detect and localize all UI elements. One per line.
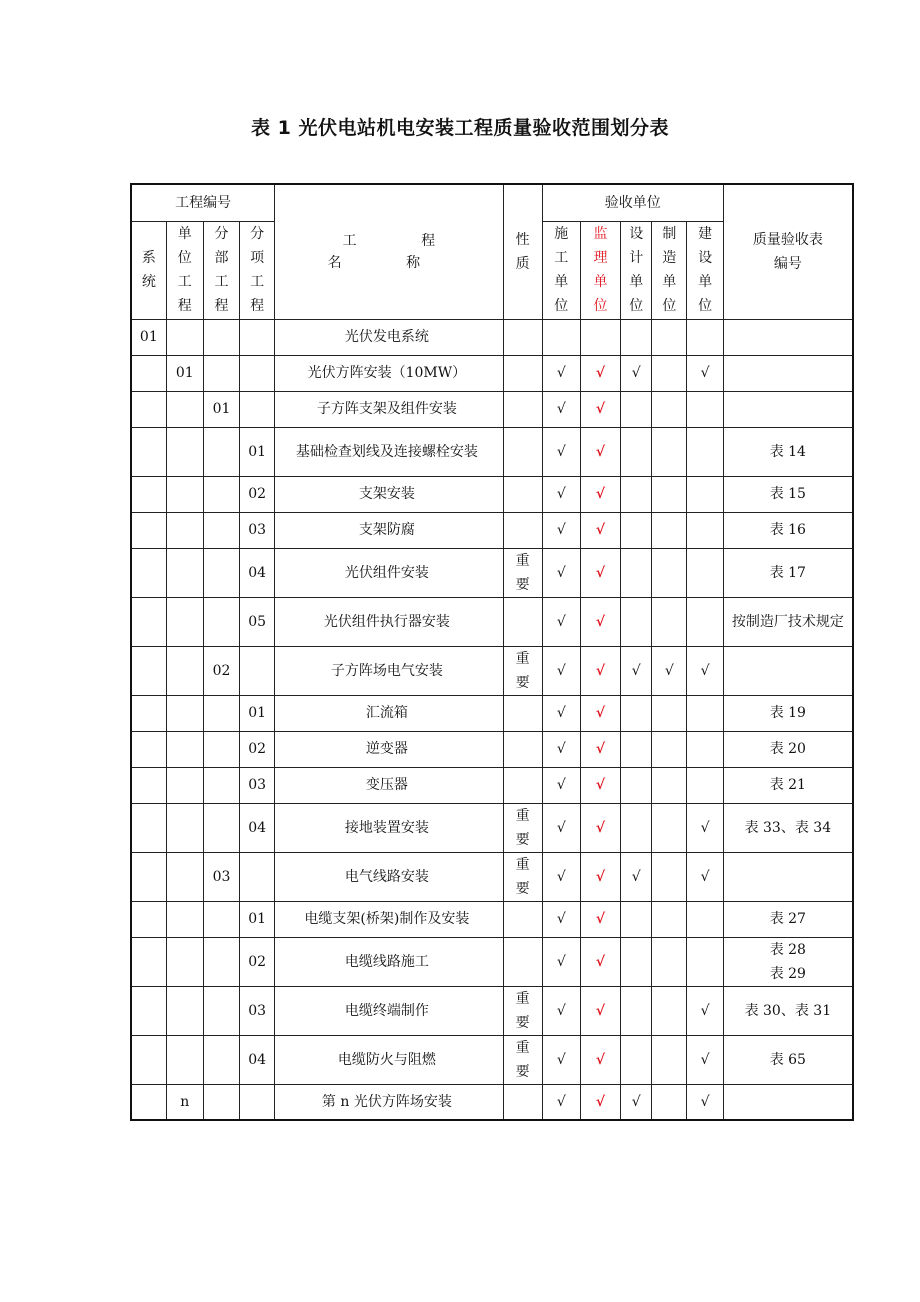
cell-system [131,901,166,937]
cell-division [203,512,239,548]
check-construction: √ [542,901,580,937]
cell-form-no: 表 21 [723,767,853,803]
check-owner [687,512,723,548]
cell-unit [166,986,203,1035]
check-design [621,695,652,731]
check-construction: √ [542,937,580,986]
cell-nature [503,391,542,427]
cell-form-no: 表 20 [723,731,853,767]
cell-division [203,731,239,767]
cell-item: 04 [240,1035,275,1084]
cell-unit [166,901,203,937]
cell-unit [166,427,203,476]
table-row [131,548,853,597]
cell-division [203,986,239,1035]
cell-division [203,319,239,355]
table-row [131,427,853,476]
cell-nature [503,767,542,803]
cell-item [240,1084,275,1120]
cell-name: 光伏发电系统 [275,319,503,355]
cell-item [240,319,275,355]
cell-form-no: 表 33、表 34 [723,803,853,852]
cell-system: 01 [131,319,166,355]
cell-system [131,427,166,476]
cell-system [131,937,166,986]
cell-form-no: 表 19 [723,695,853,731]
cell-nature [503,597,542,646]
cell-name: 变压器 [275,767,503,803]
cell-nature [503,901,542,937]
cell-form-no: 表 15 [723,476,853,512]
check-owner [687,597,723,646]
check-supervision: √ [580,937,620,986]
cell-name: 电气线路安装 [275,852,503,901]
cell-form-no: 表 65 [723,1035,853,1084]
check-design [621,512,652,548]
cell-unit [166,512,203,548]
cell-name: 电缆线路施工 [275,937,503,986]
check-manufacture [652,695,687,731]
check-design [621,803,652,852]
cell-nature: 重要 [503,986,542,1035]
cell-nature [503,319,542,355]
cell-system [131,548,166,597]
header-construction-unit: 施工单位 [542,221,580,319]
check-manufacture: √ [652,646,687,695]
check-design: √ [621,1084,652,1120]
cell-division: 01 [203,391,239,427]
cell-system [131,731,166,767]
cell-nature: 重要 [503,548,542,597]
cell-name: 逆变器 [275,731,503,767]
cell-division [203,803,239,852]
cell-division [203,427,239,476]
check-supervision: √ [580,731,620,767]
header-system: 系统 [131,221,166,319]
cell-name: 汇流箱 [275,695,503,731]
check-manufacture [652,476,687,512]
check-design: √ [621,852,652,901]
check-design [621,476,652,512]
check-manufacture [652,731,687,767]
cell-nature: 重要 [503,852,542,901]
check-design [621,767,652,803]
cell-form-no [723,391,853,427]
table-row [131,355,853,391]
cell-item: 05 [240,597,275,646]
cell-system [131,512,166,548]
cell-nature: 重要 [503,646,542,695]
check-construction: √ [542,597,580,646]
cell-item: 03 [240,767,275,803]
check-design [621,391,652,427]
cell-division [203,1035,239,1084]
check-design [621,901,652,937]
check-owner [687,937,723,986]
cell-nature [503,937,542,986]
cell-system [131,803,166,852]
cell-unit [166,319,203,355]
check-owner [687,476,723,512]
table-row [131,646,853,695]
cell-name: 子方阵场电气安装 [275,646,503,695]
cell-nature: 重要 [503,1035,542,1084]
cell-item: 03 [240,512,275,548]
cell-unit [166,803,203,852]
table-row [131,597,853,646]
cell-division: 02 [203,646,239,695]
check-manufacture [652,901,687,937]
check-construction: √ [542,548,580,597]
cell-item: 02 [240,731,275,767]
cell-item: 02 [240,937,275,986]
check-supervision: √ [580,548,620,597]
cell-unit [166,767,203,803]
check-owner: √ [687,1084,723,1120]
cell-form-no: 表 30、表 31 [723,986,853,1035]
check-construction: √ [542,852,580,901]
cell-division [203,597,239,646]
header-division-project: 分部工程 [203,221,239,319]
cell-name: 接地装置安装 [275,803,503,852]
cell-system [131,646,166,695]
cell-unit [166,1035,203,1084]
cell-item: 04 [240,548,275,597]
table-row [131,731,853,767]
cell-item [240,391,275,427]
cell-system [131,986,166,1035]
check-supervision: √ [580,476,620,512]
table-row [131,391,853,427]
table-row [131,1084,853,1120]
cell-nature [503,355,542,391]
cell-nature [503,695,542,731]
check-owner: √ [687,852,723,901]
cell-item: 01 [240,901,275,937]
check-design [621,1035,652,1084]
cell-item [240,852,275,901]
check-manufacture [652,355,687,391]
cell-system [131,391,166,427]
cell-form-no [723,646,853,695]
check-manufacture [652,1084,687,1120]
cell-system [131,767,166,803]
check-construction: √ [542,512,580,548]
check-owner [687,319,723,355]
cell-name: 电缆终端制作 [275,986,503,1035]
check-owner: √ [687,646,723,695]
cell-unit [166,646,203,695]
cell-item: 02 [240,476,275,512]
check-manufacture [652,512,687,548]
check-design [621,319,652,355]
cell-item: 01 [240,695,275,731]
cell-name: 光伏组件执行器安装 [275,597,503,646]
check-construction: √ [542,731,580,767]
cell-system [131,695,166,731]
check-supervision: √ [580,767,620,803]
check-supervision: √ [580,852,620,901]
cell-nature [503,512,542,548]
cell-nature [503,731,542,767]
cell-item: 03 [240,986,275,1035]
check-manufacture [652,427,687,476]
check-manufacture [652,548,687,597]
cell-item: 04 [240,803,275,852]
cell-nature [503,1084,542,1120]
check-manufacture [652,391,687,427]
cell-system [131,1084,166,1120]
cell-system [131,476,166,512]
check-construction: √ [542,476,580,512]
cell-unit [166,597,203,646]
check-manufacture [652,597,687,646]
cell-form-no: 表 17 [723,548,853,597]
cell-name: 第 n 光伏方阵场安装 [275,1084,503,1120]
header-item-project: 分项工程 [240,221,275,319]
cell-system [131,852,166,901]
check-design [621,731,652,767]
check-construction: √ [542,646,580,695]
table-row [131,476,853,512]
check-owner [687,695,723,731]
check-supervision: √ [580,427,620,476]
cell-name: 支架安装 [275,476,503,512]
check-supervision: √ [580,803,620,852]
cell-name: 光伏方阵安装（10MW） [275,355,503,391]
cell-division [203,476,239,512]
header-project-name: 工 程 名 称 [275,184,503,319]
check-manufacture [652,803,687,852]
cell-division [203,767,239,803]
check-owner: √ [687,355,723,391]
header-design-unit: 设计单位 [621,221,652,319]
check-supervision: √ [580,646,620,695]
cell-unit: n [166,1084,203,1120]
check-supervision: √ [580,391,620,427]
table-row [131,695,853,731]
cell-division [203,548,239,597]
cell-nature [503,476,542,512]
cell-division [203,355,239,391]
cell-unit: 01 [166,355,203,391]
check-construction: √ [542,391,580,427]
check-supervision: √ [580,355,620,391]
cell-unit [166,731,203,767]
table-row [131,767,853,803]
check-supervision: √ [580,597,620,646]
check-design [621,427,652,476]
table-row [131,1035,853,1084]
check-supervision [580,319,620,355]
cell-name: 电缆支架(桥架)制作及安装 [275,901,503,937]
check-owner [687,427,723,476]
cell-division [203,937,239,986]
check-construction: √ [542,1084,580,1120]
cell-form-no [723,319,853,355]
cell-unit [166,937,203,986]
check-construction: √ [542,767,580,803]
cell-unit [166,476,203,512]
cell-item [240,646,275,695]
cell-name: 基础检查划线及连接螺栓安装 [275,427,503,476]
cell-division: 03 [203,852,239,901]
check-manufacture [652,986,687,1035]
cell-form-no [723,355,853,391]
check-owner: √ [687,803,723,852]
check-manufacture [652,767,687,803]
header-project-code: 工程编号 [131,184,275,221]
check-construction: √ [542,427,580,476]
header-acceptance-units: 验收单位 [542,184,723,221]
cell-form-no [723,1084,853,1120]
acceptance-scope-table [130,183,854,1121]
table-row [131,803,853,852]
check-supervision: √ [580,695,620,731]
check-supervision: √ [580,1035,620,1084]
cell-name: 子方阵支架及组件安装 [275,391,503,427]
check-construction: √ [542,1035,580,1084]
cell-system [131,355,166,391]
check-manufacture [652,1035,687,1084]
check-supervision: √ [580,512,620,548]
cell-form-no: 表 28 表 29 [723,937,853,986]
cell-system [131,597,166,646]
cell-nature: 重要 [503,803,542,852]
header-nature: 性质 [503,184,542,319]
header-form-no: 质量验收表编号 [723,184,853,319]
cell-system [131,1035,166,1084]
table-row [131,852,853,901]
cell-item [240,355,275,391]
check-owner [687,901,723,937]
header-unit-project: 单位工程 [166,221,203,319]
check-supervision: √ [580,901,620,937]
check-design: √ [621,355,652,391]
header-owner-unit: 建设单位 [687,221,723,319]
cell-unit [166,695,203,731]
table-row [131,319,853,355]
check-design: √ [621,646,652,695]
check-construction: √ [542,695,580,731]
check-construction: √ [542,803,580,852]
check-design [621,937,652,986]
check-design [621,986,652,1035]
header-manufacture-unit: 制造单位 [652,221,687,319]
cell-name: 电缆防火与阻燃 [275,1035,503,1084]
check-design [621,548,652,597]
table-row [131,901,853,937]
check-manufacture [652,852,687,901]
check-supervision: √ [580,986,620,1035]
cell-division [203,695,239,731]
cell-division [203,1084,239,1120]
check-construction: √ [542,986,580,1035]
check-manufacture [652,937,687,986]
cell-form-no: 表 14 [723,427,853,476]
check-design [621,597,652,646]
check-owner [687,731,723,767]
check-owner [687,391,723,427]
header-supervision-unit: 监理单位 [580,221,620,319]
page-title: 表 1 光伏电站机电安装工程质量验收范围划分表 [251,117,669,139]
check-owner: √ [687,986,723,1035]
cell-item: 01 [240,427,275,476]
cell-form-no: 表 16 [723,512,853,548]
table-row [131,937,853,986]
cell-division [203,901,239,937]
check-owner: √ [687,1035,723,1084]
check-construction: √ [542,355,580,391]
cell-form-no [723,852,853,901]
cell-unit [166,852,203,901]
check-manufacture [652,319,687,355]
cell-unit [166,391,203,427]
check-owner [687,767,723,803]
cell-name: 光伏组件安装 [275,548,503,597]
cell-form-no: 按制造厂技术规定 [723,597,853,646]
check-supervision: √ [580,1084,620,1120]
check-construction [542,319,580,355]
check-owner [687,548,723,597]
cell-nature [503,427,542,476]
cell-form-no: 表 27 [723,901,853,937]
table-row [131,986,853,1035]
table-row [131,512,853,548]
cell-unit [166,548,203,597]
cell-name: 支架防腐 [275,512,503,548]
